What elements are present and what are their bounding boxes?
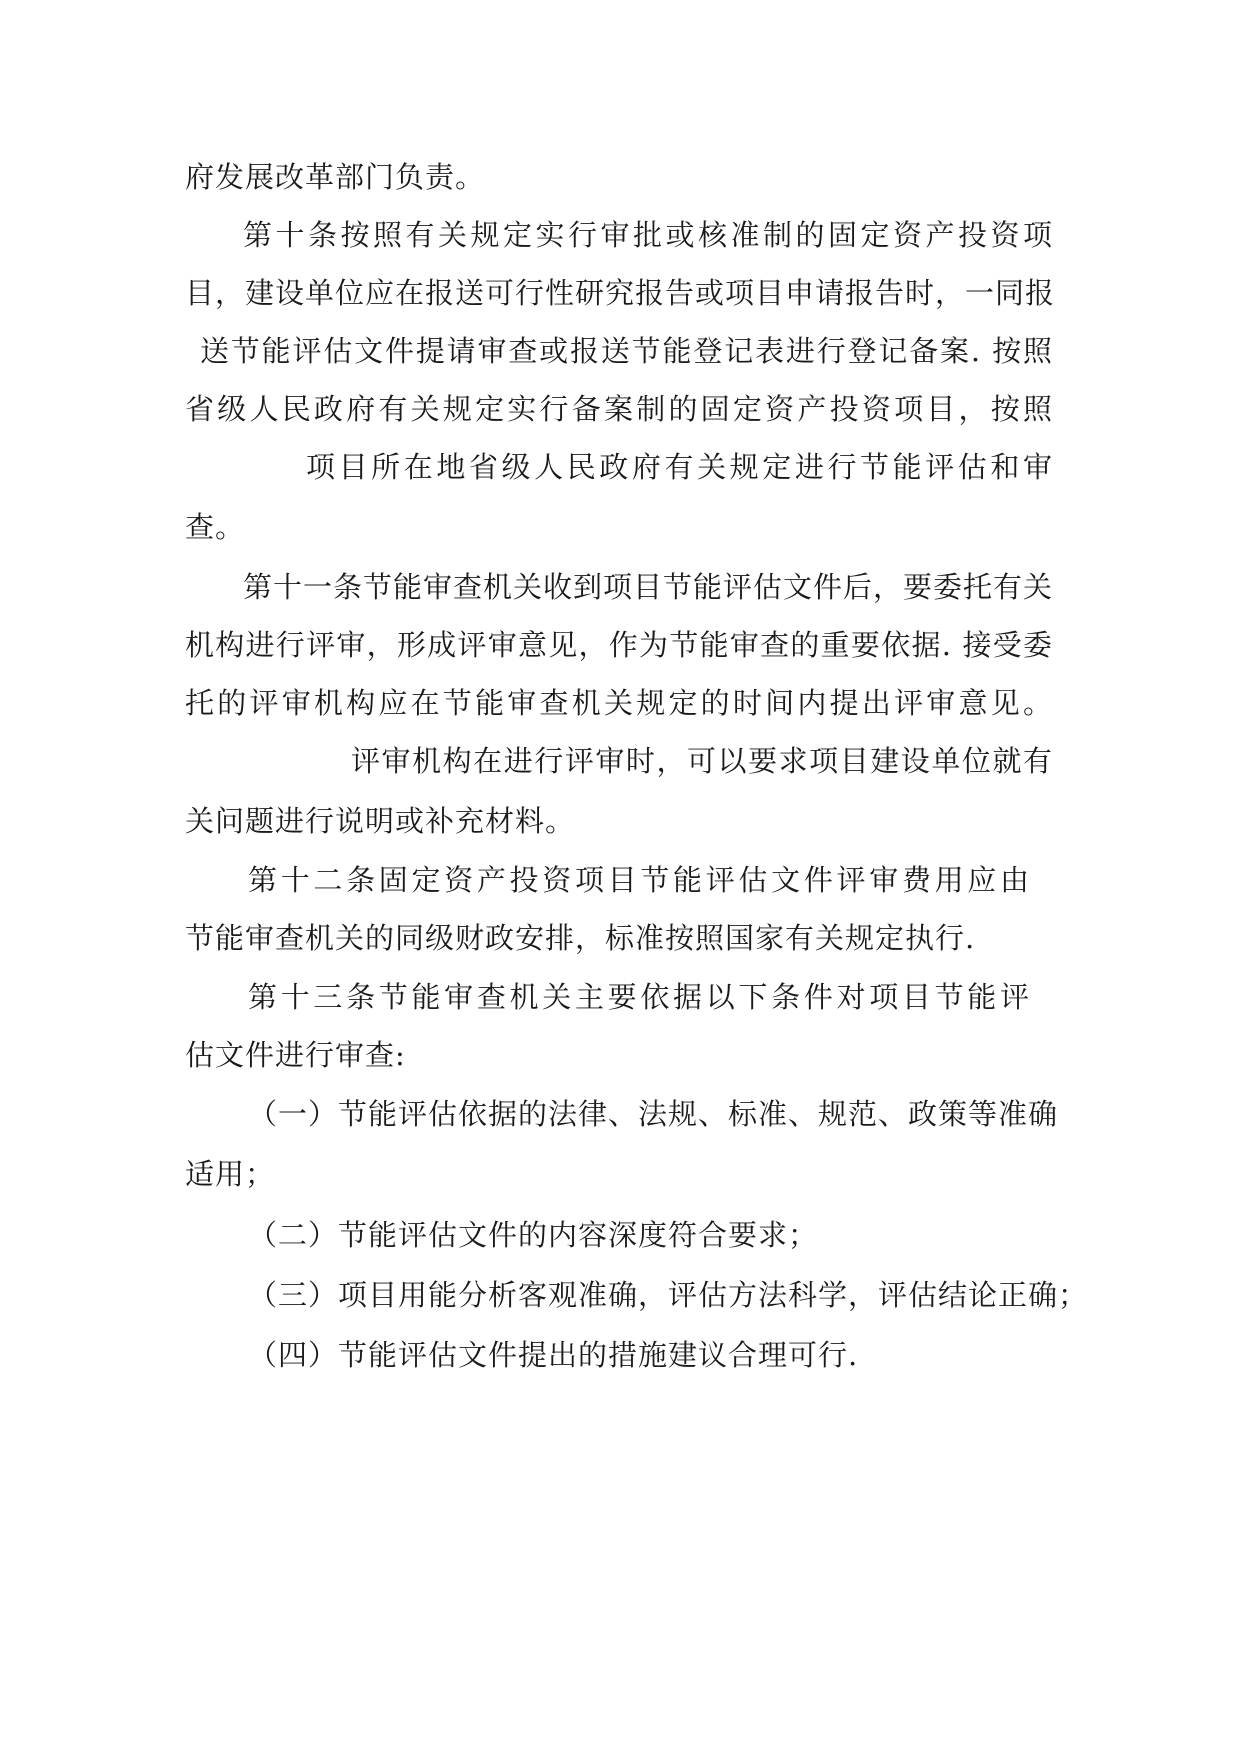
- text-line: 第十三条节能审查机关主要依据以下条件对项目节能评: [248, 980, 1030, 1014]
- text-line: 托的评审机构应在节能审查机关规定的时间内提出评审意见。: [185, 686, 1053, 720]
- text-line: 目，建设单位应在报送可行性研究报告或项目申请报告时，一同报: [185, 276, 1056, 310]
- text-line: 估文件进行审查:: [185, 1038, 406, 1072]
- text-line: （三）项目用能分析客观准确，评估方法科学，评估结论正确；: [248, 1278, 1089, 1312]
- text-line: （四）节能评估文件提出的措施建议合理可行.: [248, 1338, 859, 1372]
- text-line: 第十条按照有关规定实行审批或核准制的固定资产投资项: [243, 218, 1053, 252]
- text-line: 第十一条节能审查机关收到项目节能评估文件后，要委托有关: [243, 570, 1054, 604]
- text-line: （一）节能评估依据的法律、法规、标准、规范、政策等准确: [248, 1097, 1059, 1131]
- text-line: 送节能评估文件提请审查或报送节能登记表进行登记备案. 按照: [200, 334, 1053, 368]
- text-line: 节能审查机关的同级财政安排，标准按照国家有关规定执行.: [185, 921, 976, 955]
- text-line: 府发展改革部门负责。: [185, 160, 486, 194]
- text-line: 机构进行评审，形成评审意见，作为节能审查的重要依据. 接受委: [185, 628, 1053, 662]
- text-line: 第十二条固定资产投资项目节能评估文件评审费用应由: [248, 863, 1030, 897]
- text-line: 项目所在地省级人民政府有关规定进行节能评估和审: [306, 450, 1053, 484]
- text-line: （二）节能评估文件的内容深度符合要求；: [248, 1218, 819, 1252]
- text-line: 适用；: [185, 1157, 276, 1191]
- text-line: 关问题进行说明或补充材料。: [185, 804, 576, 838]
- text-line: 省级人民政府有关规定实行备案制的固定资产投资项目，按照: [185, 392, 1053, 426]
- text-line: 评审机构在进行评审时，可以要求项目建设单位就有: [351, 744, 1053, 778]
- text-line: 查。: [185, 510, 246, 544]
